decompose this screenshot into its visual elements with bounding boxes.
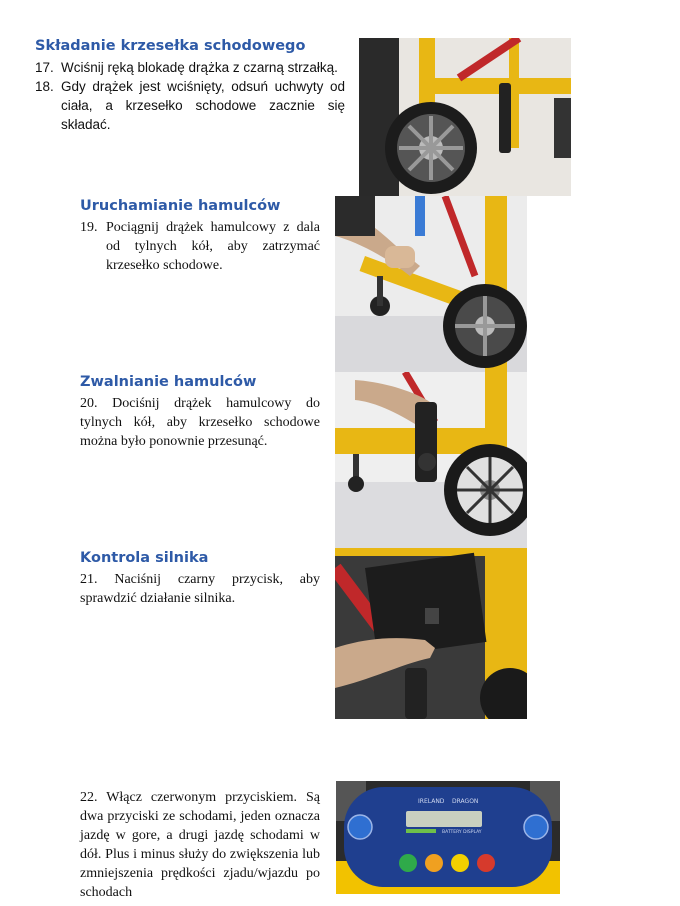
photo-control-panel — [336, 781, 560, 894]
photo-brakes-release — [335, 372, 527, 548]
battery-label: BATTERY DISPLAY — [442, 830, 482, 835]
step-22 — [80, 788, 320, 902]
heading-motor-check: Kontrola silnika — [80, 550, 209, 566]
step-number: 21. — [80, 572, 98, 587]
step-number: 18. — [35, 79, 54, 94]
step-21 — [80, 570, 320, 608]
step-text: Naciśnij czarny przycisk, aby sprawdzić działanie silnika. — [80, 572, 321, 606]
photo-folding-chair — [359, 38, 571, 196]
heading-folding: Składanie krzesełka schodowego — [35, 38, 306, 54]
heading-brakes-on: Uruchamianie hamulców — [80, 198, 281, 214]
brand-left: IRELAND — [418, 798, 445, 805]
step-19 — [80, 218, 320, 275]
step-17 — [35, 58, 345, 77]
step-number: 19. — [80, 220, 98, 235]
step-text: Dociśnij drążek hamulcowy do tylnych kół, aby krzesełko schodowe można było ponownie przesunąć. — [80, 396, 320, 449]
step-text: Pociągnij drążek hamulcowy z dala od tylnych kół, aby zatrzymać krzesełko schodowe. — [106, 220, 320, 273]
step-number: 20. — [80, 396, 98, 411]
step-20 — [80, 394, 320, 451]
step-number: 17. — [35, 60, 54, 75]
step-text: 22. Włącz czerwonym przyciskiem. Są dwa przyciski ze schodami, jeden oznacza jazdę w gore, a drugi jazdę schodami w dół. Plus i minus służy do zwiększenia lub zmniejszenia prędkości zjadu/wjazdu po schodach — [80, 790, 320, 900]
step-text: Gdy drążek jest wciśnięty, odsuń uchwyty od ciała, a krzesełko schodowe zacznie się składać. — [61, 79, 345, 132]
photo-brakes-engage — [335, 196, 527, 372]
step-18 — [35, 77, 345, 134]
photo-motor-button — [335, 548, 527, 719]
step-text: Wciśnij ręką blokadę drążka z czarną strzałką. — [61, 60, 338, 75]
heading-brakes-off: Zwalnianie hamulców — [80, 374, 257, 390]
brand-right: DRAGON — [452, 798, 479, 805]
